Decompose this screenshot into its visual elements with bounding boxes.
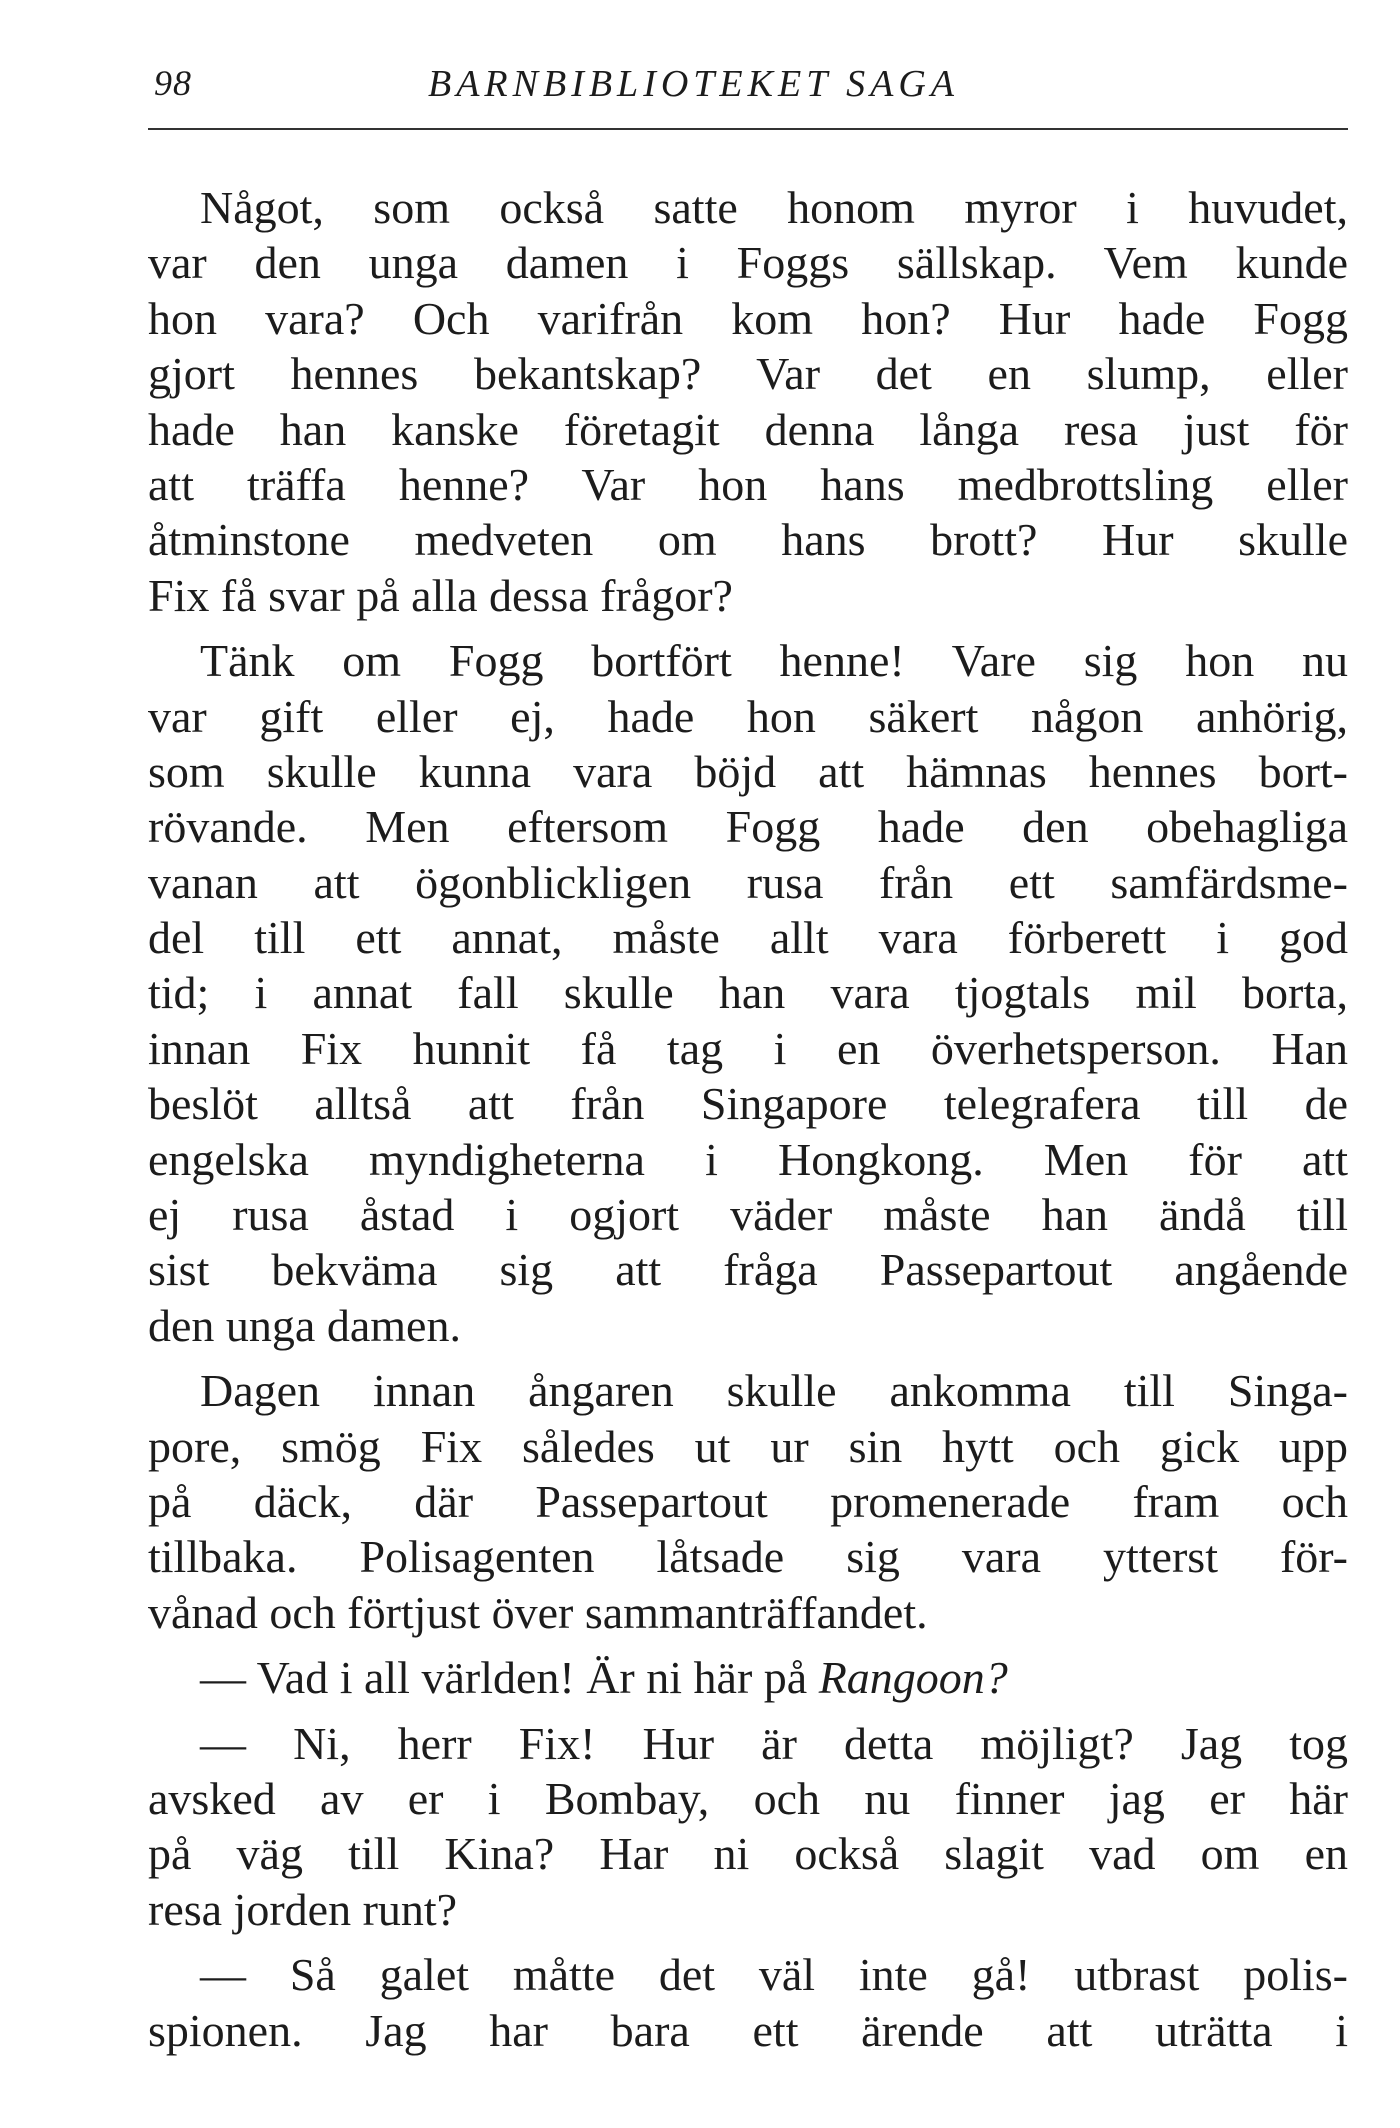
text-line: hon vara? Och varifrån kom hon? Hur hade Fogg [148,292,1348,344]
body-text [148,180,1348,2058]
text-line: var den unga damen i Foggs sällskap. Vem kunde [148,237,1348,289]
text-line: rövande. Men eftersom Fogg hade den obehagliga [148,801,1348,853]
text-line: åtminstone medveten om hans brott? Hur skulle [148,514,1348,566]
text-line: pore, smög Fix således ut ur sin hytt och gick upp [148,1420,1348,1472]
text-line: innan Fix hunnit få tag i en överhetsperson. Han [148,1022,1348,1074]
text-line: ej rusa åstad i ogjort väder måste han ändå till [148,1189,1348,1241]
text-line: tid; i annat fall skulle han vara tjogtals mil borta, [148,967,1348,1019]
running-title: BARNBIBLIOTEKET SAGA [428,63,960,105]
text-line: del till ett annat, måste allt vara förberett i god [148,912,1348,964]
ship-name: Rangoon? [818,1652,1008,1704]
text-line: på däck, där Passepartout promenerade fram och [148,1475,1348,1527]
text-line: beslöt alltså att från Singapore telegrafera till de [148,1078,1348,1130]
text-line [148,1650,1348,1705]
text-line: gjort hennes bekantskap? Var det en slump, eller [148,348,1348,400]
header-rule [148,128,1348,130]
dialogue-text: — Vad i all världen! Är ni här på [200,1652,819,1704]
text-line: spionen. Jag har bara ett ärende att uträtta i [148,2004,1348,2056]
text-line: hade han kanske företagit denna långa resa just för [148,403,1348,455]
paragraph [148,1947,1348,2058]
text-line: engelska myndigheterna i Hongkong. Men för att [148,1133,1348,1185]
page-header [148,62,1348,122]
text-line: var gift eller ej, hade hon säkert någon anhörig, [148,690,1348,742]
text-line: Något, som också satte honom myror i huvudet, [200,182,1348,233]
paragraph [148,180,1348,623]
text-line: Fix få svar på alla dessa frågor? [148,569,733,621]
paragraph [148,1650,1348,1705]
text-line: vånad och förtjust över sammanträffandet. [148,1586,928,1638]
paragraph [148,633,1348,1353]
paragraph [148,1716,1348,1938]
text-line: resa jorden runt? [148,1883,458,1935]
text-line: avsked av er i Bombay, och nu finner jag er här [148,1772,1348,1824]
text-line: — Så galet måtte det väl inte gå! utbrast polis- [200,1949,1348,2001]
text-line: vanan att ögonblickligen rusa från ett samfärdsme- [148,856,1348,908]
text-line: tillbaka. Polisagenten låtsade sig vara ytterst för- [148,1531,1348,1583]
text-line: sist bekväma sig att fråga Passepartout angående [148,1244,1348,1296]
text-line: som skulle kunna vara böjd att hämnas hennes bort- [148,745,1348,797]
paragraph [148,1363,1348,1640]
page-number: 98 [154,63,192,103]
text-line: Dagen innan ångaren skulle ankomma till Singa- [200,1365,1348,1417]
text-line: Tänk om Fogg bortfört henne! Vare sig hon nu [200,635,1348,687]
text-line: den unga damen. [148,1299,461,1351]
text-line: att träffa henne? Var hon hans medbrottsling eller [148,458,1348,510]
text-line: på väg till Kina? Har ni också slagit vad om en [148,1828,1348,1880]
text-line: — Ni, herr Fix! Hur är detta möjligt? Jag tog [200,1717,1348,1769]
